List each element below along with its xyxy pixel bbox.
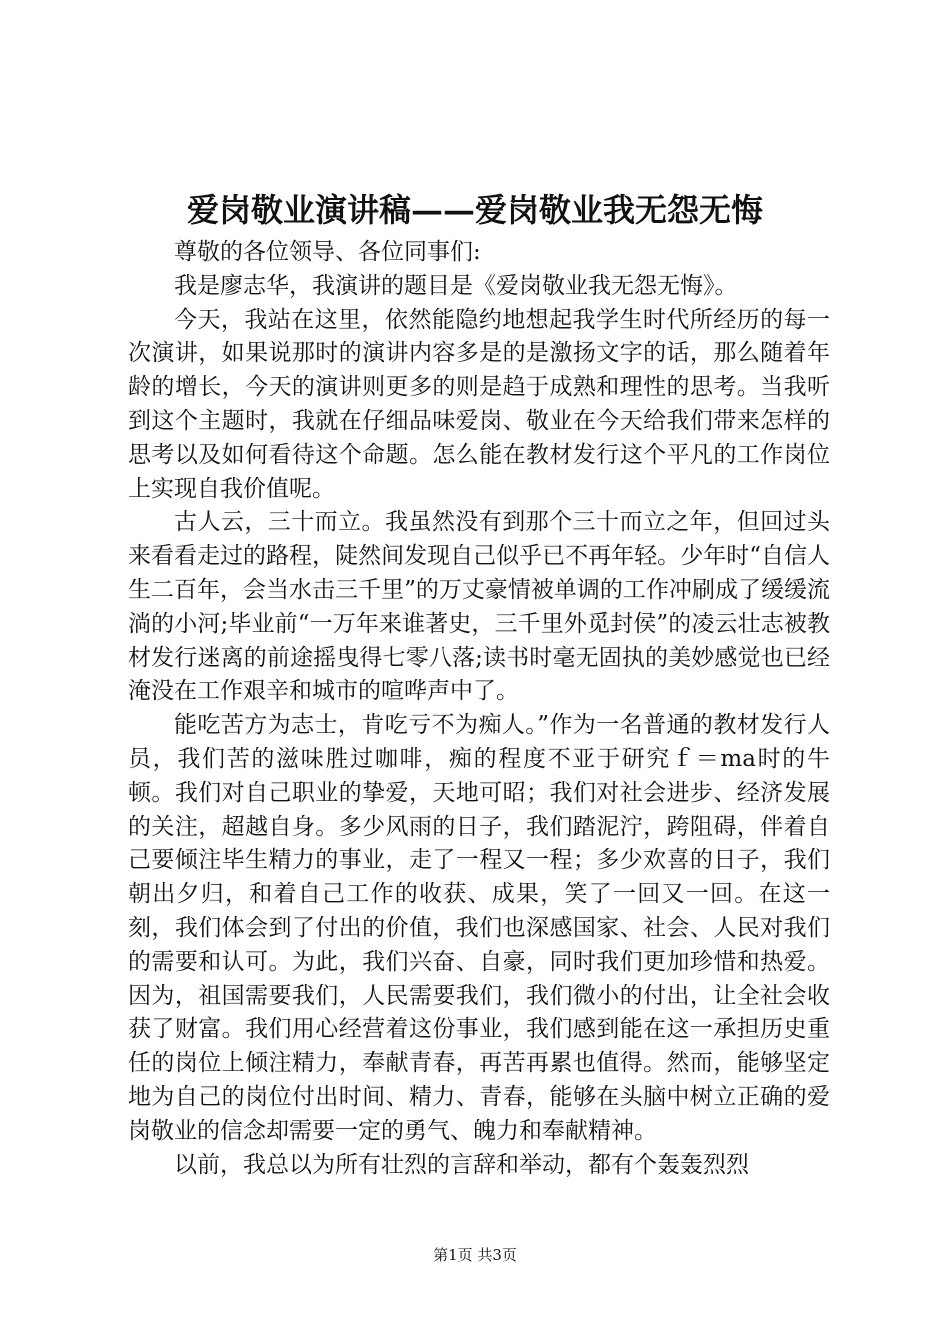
document-title: 爱岗敬业演讲稿——爱岗敬业我无怨无悔 xyxy=(186,191,763,229)
document-body xyxy=(128,236,830,1182)
paragraph-intro: 我是廖志华，我演讲的题目是《爱岗敬业我无怨无悔》。 xyxy=(174,272,738,299)
paragraph: 能吃苦方为志士，肯吃亏不为痴人。”作为一名普通的教材发行人员，我们苦的滋味胜过咖啡，痴的程度不亚于研究ｆ＝ma时的牛顿。我们对自己职业的挚爱，天地可昭；我们对社会进步、经济发展的关注，超越自身。多少风雨的日子，我们踏泥泞，跨阻碍，伴着自己要倾注毕生精力的事业，走了一程又一程；多少欢喜的日子，我们朝出夕归，和着自己工作的收获、成果，笑了一回又一回。在这一刻，我们体会到了付出的价值，我们也深感国家、社会、人民对我们的需要和认可。为此，我们兴奋、自豪，同时我们更加珍惜和热爱。因为，祖国需要我们，人民需要我们，我们微小的付出，让全社会收获了财富。我们用心经营着这份事业，我们感到能在这一承担历史重任的岗位上倾注精力，奉献青春，再苦再累也值得。然而，能够坚定地为自己的岗位付出时间、精力、青春，能够在头脑中树立正确的爱岗敬业的信念却需要一定的勇气、魄力和奉献精神。 xyxy=(128,712,830,1144)
page-number-footer: 第1页 共3页 xyxy=(433,1246,517,1264)
paragraph-salutation: 尊敬的各位领导、各位同事们: xyxy=(174,239,481,265)
paragraph: 今天，我站在这里，依然能隐约地想起我学生时代所经历的每一次演讲，如果说那时的演讲内容多是的是激扬文字的话，那么随着年龄的增长，今天的演讲则更多的则是趋于成熟和理性的思考。当我听到这个主题时，我就在仔细品味爱岗、敬业在今天给我们带来怎样的思考以及如何看待这个命题。怎么能在教材发行这个平凡的工作岗位上实现自我价值呢。 xyxy=(128,306,830,502)
paragraph: 古人云，三十而立。我虽然没有到那个三十而立之年，但回过头来看看走过的路程，陡然间发现自己似乎已不再年轻。少年时“自信人生二百年，会当水击三千里”的万丈豪情被单调的工作冲刷成了缓缓流淌的小河;毕业前“一万年来谁著史，三千里外觅封侯”的凌云壮志被教材发行迷离的前途摇曳得七零八落;读书时毫无固执的美妙感觉也已经淹没在工作艰辛和城市的喧哗声中了。 xyxy=(128,509,830,705)
paragraph: 以前，我总以为所有壮烈的言辞和举动，都有个轰轰烈烈 xyxy=(174,1151,749,1178)
